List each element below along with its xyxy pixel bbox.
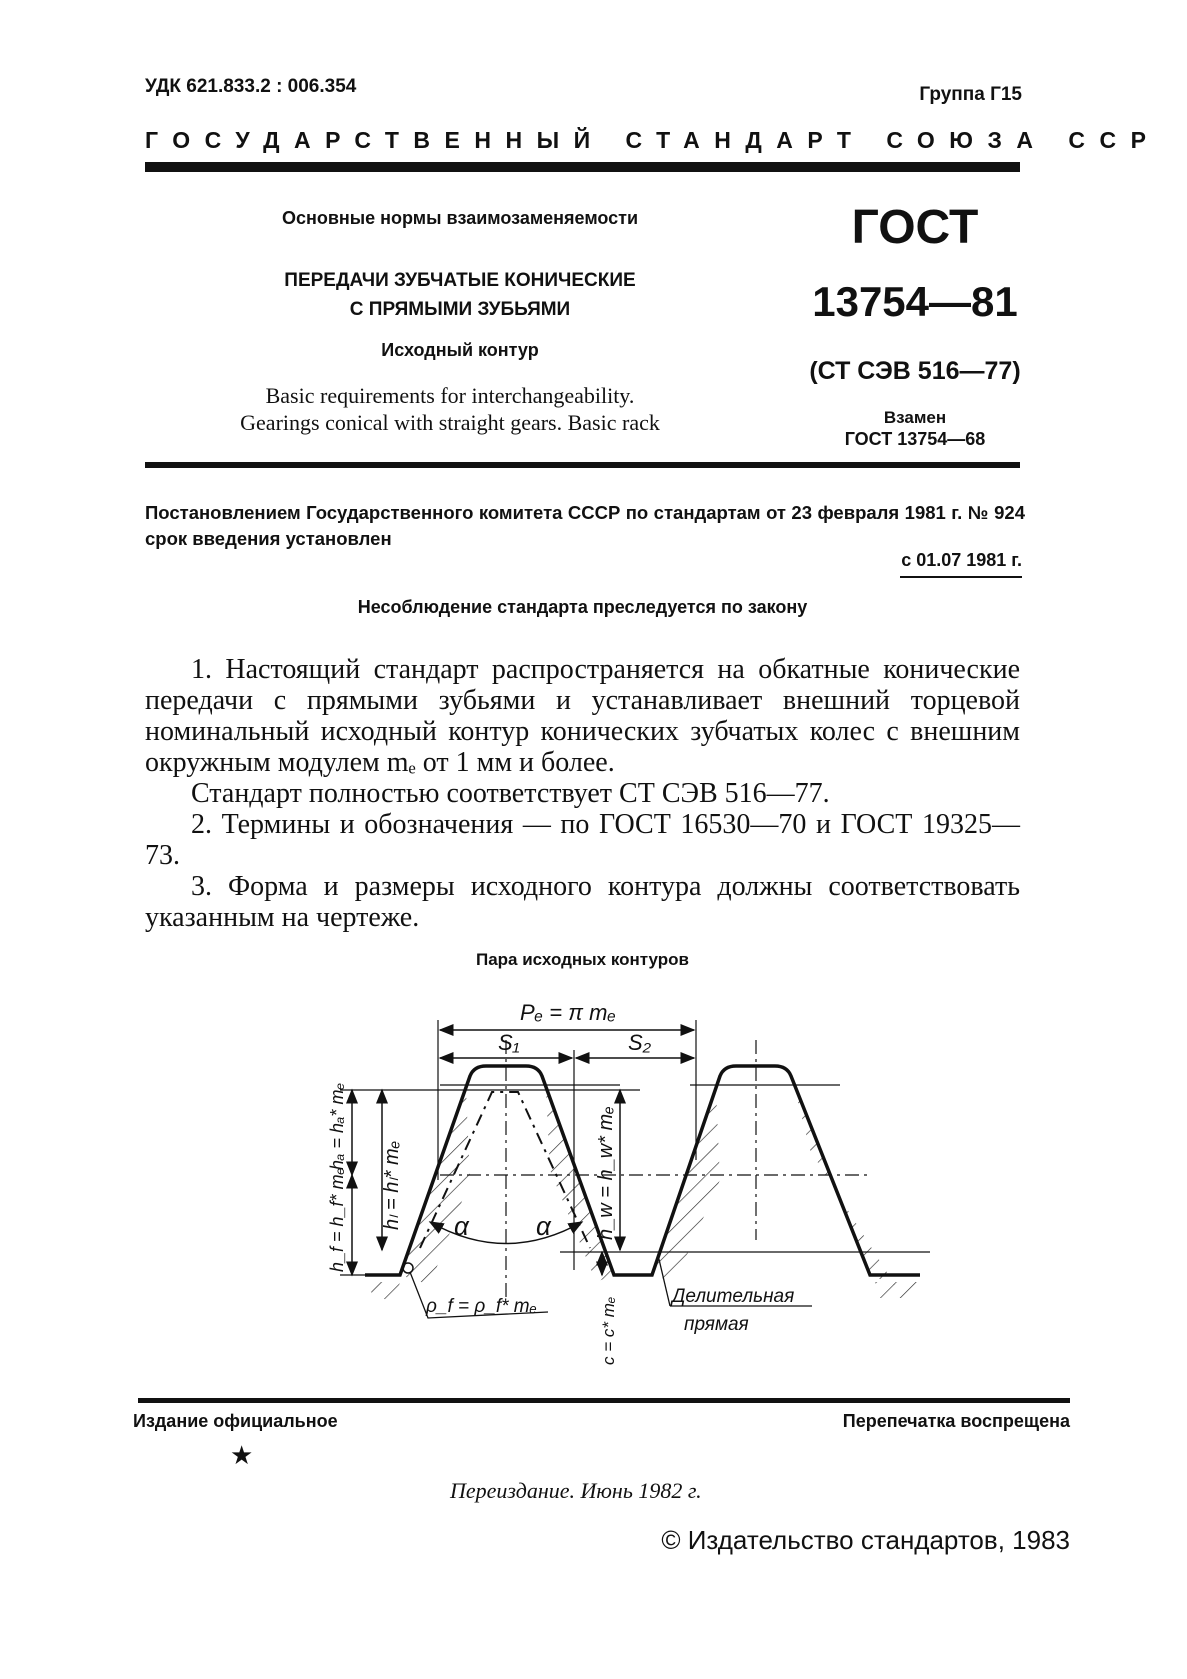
alpha-right-label: α [536, 1211, 551, 1241]
title-line-1: ПЕРЕДАЧИ ЗУБЧАТЫЕ КОНИЧЕСКИЕ [284, 270, 636, 291]
rho-label: ρ_f = ρ_f* mₑ [426, 1296, 537, 1317]
paragraph-1: 1. Настоящий стандарт распространяется на обкатные конические передачи с прямыми зубьями и устанавливает внешний торцевой номинальный исходный контур конических зубчатых колес с внешним окружным модулем mₑ от 1 мм и более. [145, 654, 1020, 778]
star-icon: ★ [230, 1440, 254, 1470]
law-notice: Несоблюдение стандарта преследуется по закону [357, 597, 808, 617]
pitch-dimension [440, 1000, 694, 1058]
footer-rule [138, 1398, 1070, 1403]
category-heading: Основные нормы взаимозаменяемости [281, 208, 639, 228]
paragraph-2: Стандарт полностью соответствует СТ СЭВ 516—77. [191, 778, 830, 809]
mating-profile [420, 1085, 840, 1248]
pitch-line-label-1: Делительная [672, 1286, 795, 1307]
alpha-left-label: α [454, 1211, 469, 1241]
paragraph-4: 3. Форма и размеры исходного контура должны соответствовать указанным на чертеже. [145, 871, 1020, 933]
pitch-line-label-2: прямая [684, 1314, 749, 1335]
effective-date: с 01.07 1981 г. [901, 550, 1022, 570]
pitch-label: Pₑ = π mₑ [520, 1000, 616, 1025]
replaces-number: ГОСТ 13754—68 [844, 429, 986, 449]
state-standard-banner: ГОСУДАРСТВЕННЫЙ СТАНДАРТ СОЮЗА ССР [145, 127, 1161, 153]
s2-label: S₂ [628, 1030, 652, 1055]
udk-code: УДК 621.833.2 : 006.354 [145, 76, 357, 97]
english-title-line-1: Basic requirements for interchangeability. [265, 383, 635, 408]
gost-number: 13754—81 [812, 278, 1018, 325]
hf-label: h_f = h_f* mₑ [327, 1167, 347, 1272]
hw-label: h_w = h_w* mₑ [595, 1106, 617, 1240]
ha-label: hₐ = hₐ* mₑ [327, 1082, 347, 1170]
gost-label: ГОСТ [851, 201, 979, 254]
c-label: c = c* mₑ [599, 1296, 618, 1365]
replaces-label: Взамен [883, 408, 947, 427]
reprint-prohibited: Перепечатка воспрещена [842, 1411, 1070, 1431]
publisher-copyright: © Издательство стандартов, 1983 [661, 1525, 1070, 1555]
figure-caption: Пара исходных контуров [476, 950, 689, 969]
group-code: Группа Г15 [919, 84, 1022, 105]
decree-text: Постановлением Государственного комитета СССР по стандартам от 23 февраля 1981 г. № 924 срок введения установлен [145, 502, 1025, 549]
english-title-line-2: Gearings conical with straight gears. Basic rack [240, 410, 660, 435]
hl-label: hₗ = hₗ* mₑ [381, 1140, 403, 1230]
st-sev-number: (СТ СЭВ 516—77) [809, 357, 1021, 385]
paragraph-3: 2. Термины и обозначения — по ГОСТ 16530—70 и ГОСТ 19325—73. [145, 809, 1020, 871]
official-edition: Издание официальное [133, 1411, 338, 1431]
title-line-2: С ПРЯМЫМИ ЗУБЬЯМИ [349, 299, 571, 320]
subtitle: Исходный контур [381, 340, 539, 360]
s1-label: S₁ [498, 1030, 520, 1055]
reissue-note: Переиздание. Июнь 1982 г. [450, 1478, 702, 1503]
